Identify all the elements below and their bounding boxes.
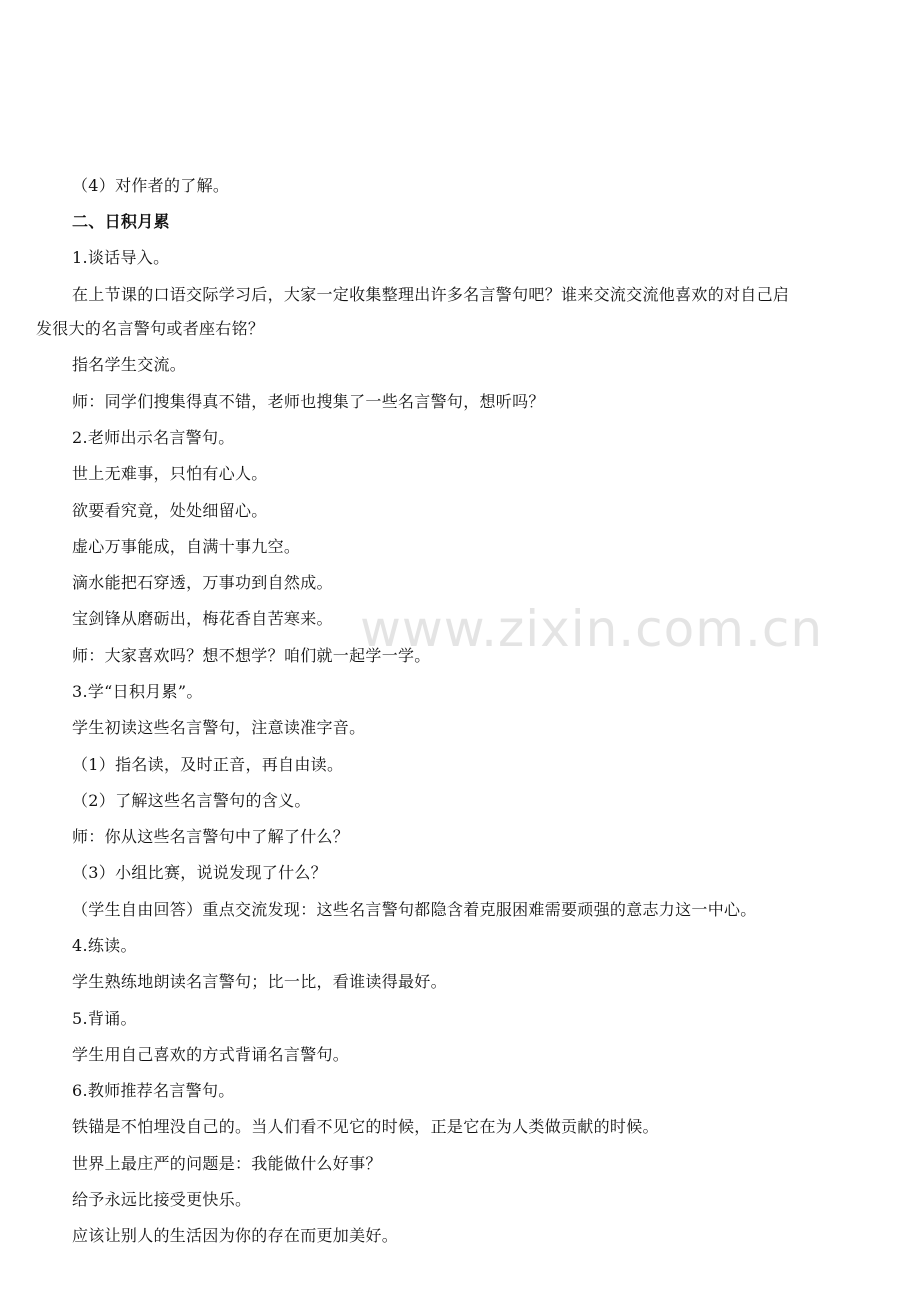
quote-line: 世上无难事，只怕有心人。 (72, 464, 268, 483)
text-line: 学生熟练地朗读名言警句；比一比，看谁读得最好。 (72, 972, 447, 991)
text-line: （4）对作者的了解。 (72, 176, 230, 195)
text-line: 指名学生交流。 (72, 355, 187, 374)
quote-line: 铁锚是不怕埋没自己的。当人们看不见它的时候，正是它在为人类做贡献的时候。 (72, 1117, 659, 1136)
quote-line: 给予永远比接受更快乐。 (72, 1190, 252, 1209)
text-line: （1）指名读，及时正音，再自由读。 (72, 755, 344, 774)
step-heading: 4.练读。 (72, 936, 137, 955)
quote-line: 宝剑锋从磨砺出，梅花香自苦寒来。 (72, 609, 333, 628)
step-heading: 5.背诵。 (72, 1009, 137, 1028)
text-line: （学生自由回答）重点交流发现：这些名言警句都隐含着克服困难需要顽强的意志力这一中心。 (72, 900, 757, 919)
text-line: 师：同学们搜集得真不错，老师也搜集了一些名言警句，想听吗？ (72, 392, 545, 411)
text-line: 师：大家喜欢吗？想不想学？咱们就一起学一学。 (72, 646, 431, 665)
step-heading: 2.老师出示名言警句。 (72, 428, 235, 447)
step-heading: 1.谈话导入。 (72, 248, 170, 267)
watermark: www.zixin.com.cn (360, 600, 824, 658)
step-heading: 3.学“日积月累”。 (72, 682, 203, 701)
text-line: 师：你从这些名言警句中了解了什么？ (72, 827, 350, 846)
quote-line: 滴水能把石穿透，万事功到自然成。 (72, 573, 333, 592)
quote-line: 虚心万事能成，自满十事九空。 (72, 537, 301, 556)
section-heading: 二、日积月累 (72, 212, 170, 231)
text-line: （2）了解这些名言警句的含义。 (72, 791, 311, 810)
paragraph-line: 发很大的名言警句或者座右铭？ (36, 319, 265, 338)
paragraph-line: 在上节课的口语交际学习后，大家一定收集整理出许多名言警句吧？谁来交流交流他喜欢的对自己启 (72, 285, 790, 304)
text-line: 学生用自己喜欢的方式背诵名言警句。 (72, 1045, 350, 1064)
text-line: 学生初读这些名言警句，注意读准字音。 (72, 718, 366, 737)
text-line: （3）小组比赛，说说发现了什么？ (72, 863, 327, 882)
step-heading: 6.教师推荐名言警句。 (72, 1081, 235, 1100)
quote-line: 欲要看究竟，处处细留心。 (72, 501, 268, 520)
quote-line: 应该让别人的生活因为你的存在而更加美好。 (72, 1226, 399, 1245)
quote-line: 世界上最庄严的问题是：我能做什么好事？ (72, 1154, 382, 1173)
